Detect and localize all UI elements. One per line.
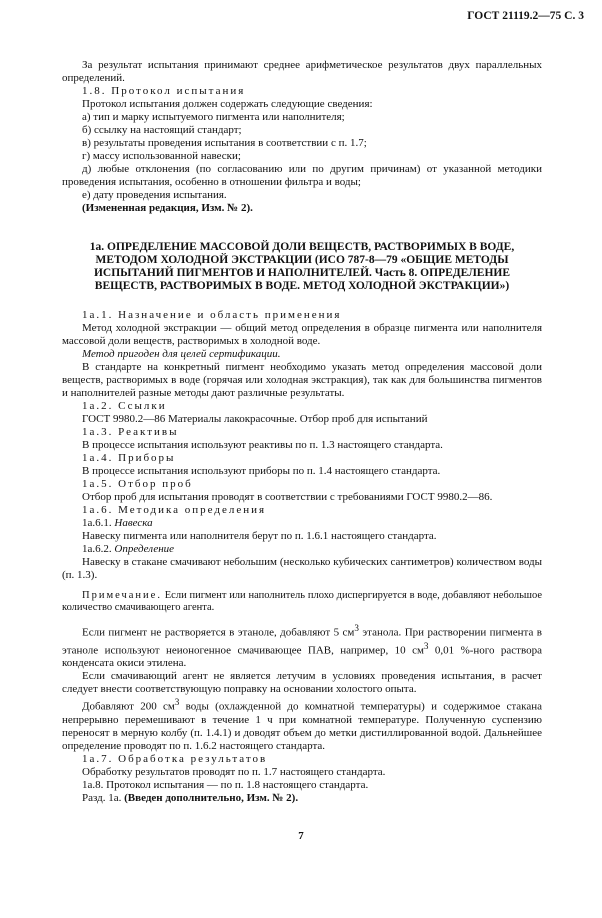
paragraph: ГОСТ 9980.2—86 Материалы лакокрасочные. Отбор проб для испытаний: [82, 413, 428, 425]
paragraph: В процессе испытания используют реактивы по п. 1.3 настоящего стандарта.: [82, 439, 443, 451]
section-title-1a-5: 1а.5. Отбор проб: [82, 478, 193, 490]
text-run: 0,01 %-ного раствора конденсата окиси этилена.: [62, 644, 542, 670]
page-content: [62, 59, 542, 805]
superscript: 3: [423, 640, 429, 651]
text-run: Разд. 1а.: [82, 791, 122, 804]
list-item: а) тип и марку испытуемого пигмента или наполнителя;: [82, 111, 345, 123]
section-title-1a-1: 1а.1. Назначение и область применения: [82, 309, 342, 321]
section-title-1a-6: 1а.6. Методика определения: [82, 504, 267, 516]
amendment-note: (Введен дополнительно, Изм. № 2).: [124, 791, 299, 804]
subsection-label: Навеска: [114, 517, 153, 529]
text-run: Если пигмент не растворяется в этаноле, добавляют 5 см: [82, 626, 355, 639]
list-item: е) дату проведения испытания.: [82, 189, 227, 201]
superscript: 3: [354, 623, 359, 633]
paragraph-certification: Метод пригоден для целей сертификации.: [82, 348, 281, 360]
section-title-1a-7: 1а.7. Обработка результатов: [82, 752, 268, 765]
paragraph: Метод холодной экстракции — общий метод определения в образце пигмента или наполнителя массовой доли веществ, растворимых в холодной воде.: [62, 322, 542, 347]
subsection-number: 1а.6.2.: [82, 543, 112, 555]
paragraph: Отбор проб для испытания проводят в соответствии с требованиями ГОСТ 9980.2—86.: [82, 491, 493, 503]
paragraph-result: За результат испытания принимают среднее арифметическое результатов двух параллельных определений.: [62, 59, 542, 84]
paragraph: В процессе испытания используют приборы по п. 1.4 настоящего стандарта.: [82, 465, 441, 477]
list-item: в) результаты проведения испытания в соответствии с п. 1.7;: [82, 137, 367, 149]
paragraph-ethanol: [62, 622, 542, 670]
page-number: 7: [298, 830, 304, 842]
paragraph-protocol-intro: Протокол испытания должен содержать следующие сведения:: [82, 98, 373, 110]
list-item: б) ссылку на настоящий стандарт;: [82, 124, 242, 136]
final-note: [62, 792, 542, 805]
note-text: Если пигмент или наполнитель плохо диспергируется в воде, добавляют небольшое количество смачивающего агента.: [62, 590, 543, 613]
subsection-label: Определение: [114, 543, 175, 555]
amendment-note: (Измененная редакция, Изм. № 2).: [82, 202, 253, 214]
section-title-1a-3: 1а.3. Реактивы: [82, 426, 179, 438]
subsection-1a-6-1: [62, 517, 542, 530]
paragraph-1a-8: 1а.8. Протокол испытания — по п. 1.8 настоящего стандарта.: [82, 778, 369, 791]
section-title-1a-2: 1а.2. Ссылки: [82, 400, 167, 412]
superscript: 3: [174, 697, 180, 708]
note-label: Примечание.: [82, 590, 162, 601]
list-item: г) массу использованной навески;: [82, 150, 241, 162]
subsection-1a-6-2: [62, 543, 542, 556]
section-heading-1a: 1а. ОПРЕДЕЛЕНИЕ МАССОВОЙ ДОЛИ ВЕЩЕСТВ, РАСТВОРИМЫХ В ВОДЕ, МЕТОДОМ ХОЛОДНОЙ ЭКСТРАКЦИИ (ИСО 787-8—79 «ОБЩИЕ МЕТОДЫ ИСПЫТАНИЙ ПИГМЕНТОВ И НАПОЛНИТЕЛЕЙ. Часть 8. ОПРЕДЕЛЕНИЕ ВЕЩЕСТВ, РАСТВОРИМЫХ В ВОДЕ. МЕТОД ХОЛОДНОЙ ЭКСТРАКЦИИ»): [89, 241, 515, 292]
paragraph: Навеску пигмента или наполнителя берут по п. 1.6.1 настоящего стандарта.: [82, 530, 437, 542]
paragraph-agent: Если смачивающий агент не является летучим в условиях проведения испытания, в расчет следует внести соответствующую поправку на основании холостого опыта.: [62, 670, 542, 696]
text-run: воды (охлажденной до комнатной температуры) и содержимое стакана непрерывно перемешивают в течение 1 ч при комнатной температуре. Полученную суспензию переносят в мерную колбу (п. 1.4.1) и доводят объем до метки дистиллированной водой. Дальнейшее определение проводят по п. 1.6.2 настоящего стандарта.: [62, 700, 542, 752]
paragraph: В стандарте на конкретный пигмент необходимо указать метод определения массовой доли веществ, растворимых в воде (горячая или холодная экстракция), так как для большинства пигментов и наполнителей разные методы дают различные результаты.: [62, 361, 542, 399]
paragraph-water: [62, 696, 542, 753]
page-header: ГОСТ 21119.2—75 С. 3: [467, 10, 584, 22]
section-title-1-8: 1.8. Протокол испытания: [82, 85, 246, 97]
text-run: этанола. При растворении пигмента в этаноле используют неионогенное смачивающее ПАВ, например, 10 см: [62, 626, 542, 657]
list-item: д) любые отклонения (по согласованию или по другим причинам) от указанной методики проведения испытания, особенно в отношении фильтра и воды;: [62, 163, 542, 188]
section-title-1a-4: 1а.4. Приборы: [82, 452, 176, 464]
text-run: Добавляют 200 см: [82, 700, 175, 713]
paragraph: Навеску в стакане смачивают небольшим (несколько кубических сантиметров) количеством воды (п. 1.3).: [62, 556, 542, 581]
paragraph: Обработку результатов проводят по п. 1.7 настоящего стандарта.: [82, 765, 386, 778]
subsection-number: 1а.6.1.: [82, 517, 112, 529]
note: [62, 590, 542, 614]
